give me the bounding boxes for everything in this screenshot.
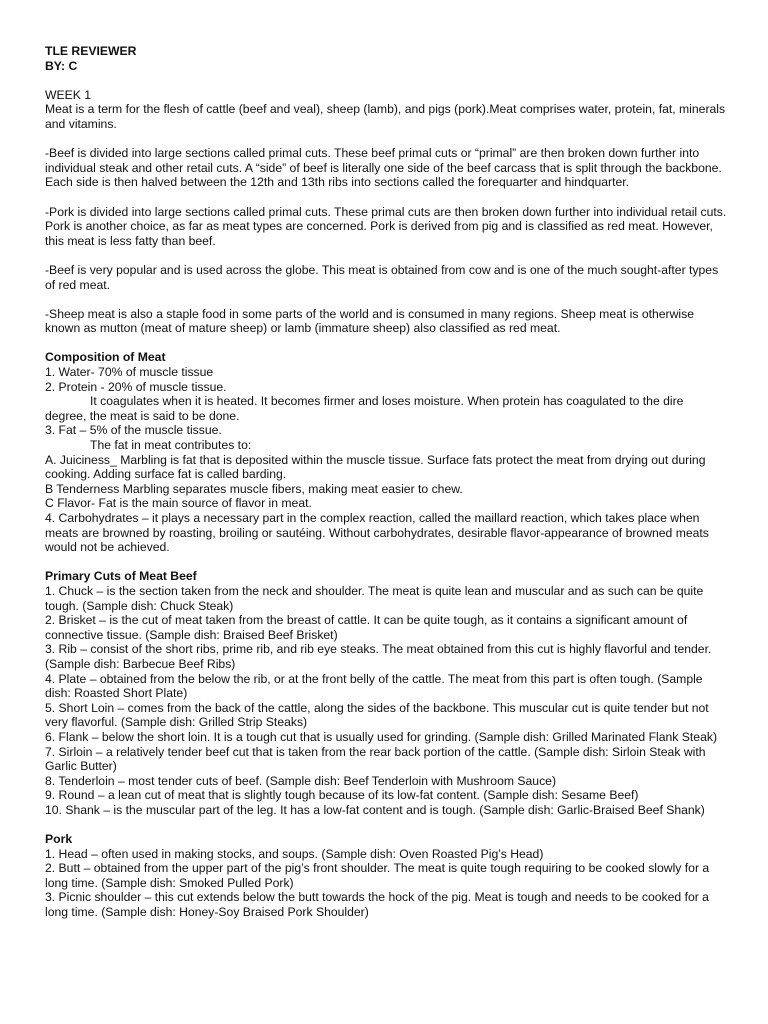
list-item: 1. Chuck – is the section taken from the neck and shoulder. The meat is quite lean and muscular and as such can be quite tough. (Sample dish: Chuck Steak) (45, 583, 704, 613)
composition-line: C Flavor- Fat is the main source of flavor in meat. (45, 496, 312, 511)
list-item: 8. Tenderloin – most tender cuts of beef. (Sample dish: Beef Tenderloin with Mushroom Sauce) (45, 773, 557, 788)
list-item: 3. Picnic shoulder – this cut extends below the butt towards the hock of the pig. Meat is tough and needs to be cooked for a long time. (Sample dish: Honey-Soy Braised Pork Shoulder) (45, 890, 709, 920)
composition-line: 2. Protein - 20% of muscle tissue. (45, 379, 227, 394)
sheep-paragraph: -Sheep meat is also a staple food in some parts of the world and is consumed in many regions. Sheep meat is otherwise known as mutton (meat of mature sheep) or lamb (immature sheep) also classified as red meat. (45, 306, 694, 336)
list-item: 5. Short Loin – comes from the back of the cattle, along the sides of the backbone. This muscular cut is quite tender but not very flavorful. (Sample dish: Grilled Strip Steaks) (45, 700, 709, 730)
spacer (45, 336, 728, 351)
list-item: 2. Brisket – is the cut of meat taken from the breast of cattle. It can be quite tough, as it contains a significant amount of connective tissue. (Sample dish: Braised Beef Brisket) (45, 613, 688, 642)
beef-cuts-heading: Primary Cuts of Meat Beef (45, 569, 197, 584)
spacer (45, 248, 728, 263)
intro-paragraph: Meat is a term for the flesh of cattle (beef and veal), sheep (lamb), and pigs (pork).Meat comprises water, protein, fat, minerals and vitamins. (45, 102, 726, 131)
composition-line: 4. Carbohydrates – it plays a necessary part in the complex reaction, called the maillard reaction, which takes place when meats are browned by roasting, broiling or sautéing. Without carbohydrates, desirable flavor-appearance of browned meats would not be achieved. (45, 511, 709, 555)
list-item: 7. Sirloin – a relatively tender beef cut that is taken from the rear back portion of the cattle. (Sample dish: Sirloin Steak with Garlic Butter) (45, 744, 706, 774)
pork-paragraph: -Pork is divided into large sections called primal cuts. These primal cuts are then broken down further into individual retail cuts. Pork is another choice, as far as meat types are concerned. Pork is derived from pig and is classified as red meat. However, this meat is less fatty than beef. (45, 204, 727, 248)
list-item: 6. Flank – below the short loin. It is a tough cut that is usually used for grinding. (Sample dish: Grilled Marinated Flank Steak) (45, 729, 718, 744)
spacer (45, 190, 728, 205)
list-item: 10. Shank – is the muscular part of the leg. It has a low-fat content and is tough. (Sample dish: Garlic-Braised Beef Shank) (45, 802, 705, 817)
list-item: 2. Butt – obtained from the upper part of the pig’s front shoulder. The meat is quite tough requiring to be cooked slowly for a long time. (Sample dish: Smoked Pulled Pork) (45, 861, 710, 890)
composition-line: It coagulates when it is heated. It becomes firmer and loses moisture. When protein has coagulated to the dire degree, the meat is said to be done. (45, 394, 684, 423)
spacer (45, 555, 728, 570)
composition-line: 3. Fat – 5% of the muscle tissue. (45, 423, 222, 438)
document-author: BY: C (45, 58, 78, 73)
spacer (45, 73, 728, 88)
list-item: 4. Plate – obtained from the below the rib, or at the front belly of the cattle. The meat from this part is often tough. (Sample dish: Roasted Short Plate) (45, 671, 703, 701)
composition-line: A. Juiciness_ Marbling is fat that is deposited within the muscle tissue. Surface fats protect the meat from drying out during cooking. Adding surface fat is called barding. (45, 452, 706, 482)
list-item: 3. Rib – consist of the short ribs, prime rib, and rib eye steaks. The meat obtained from this cut is highly flavorful and tender. (Sample dish: Barbecue Beef Ribs) (45, 642, 712, 671)
composition-heading: Composition of Meat (45, 350, 166, 365)
list-item: 9. Round – a lean cut of meat that is slightly tough because of its low-fat content. (Sample dish: Sesame Beef) (45, 788, 639, 803)
composition-line: B Tenderness Marbling separates muscle fibers, making meat easier to chew. (45, 481, 463, 496)
spacer (45, 132, 728, 147)
list-item: 1. Head – often used in making stocks, and soups. (Sample dish: Oven Roasted Pig’s Head) (45, 846, 544, 861)
beef-popularity-paragraph: -Beef is very popular and is used across the globe. This meat is obtained from cow and is one of the much sought-after types of red meat. (45, 262, 719, 292)
composition-line: 1. Water- 70% of muscle tissue (45, 365, 214, 380)
spacer (45, 292, 728, 307)
pork-cuts-heading: Pork (45, 832, 73, 847)
composition-line: The fat in meat contributes to: (90, 438, 252, 453)
document-title: TLE REVIEWER (45, 44, 137, 58)
week-label: WEEK 1 (45, 87, 92, 102)
beef-paragraph: -Beef is divided into large sections called primal cuts. These beef primal cuts or “primal” are then broken down further into individual steak and other retail cuts. A “side” of beef is literally one side of the beef carcass that is split through the backbone. Each side is then halved between the 12th and 13th ribs into sections called the forequarter and hindquarter. (45, 146, 722, 190)
spacer (45, 817, 728, 832)
